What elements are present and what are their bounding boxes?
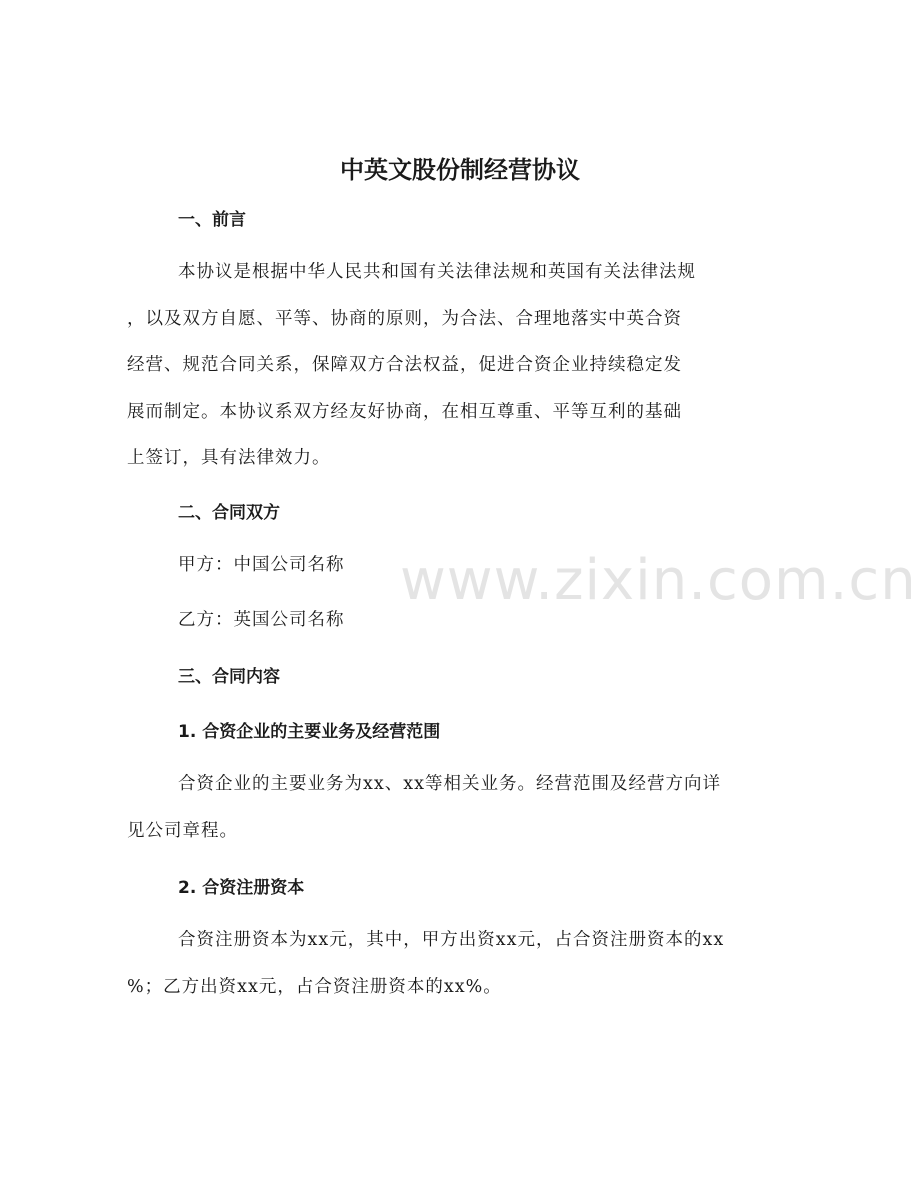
party-a-text: 甲方：中国公司名称 xyxy=(178,555,345,575)
document-title: 中英文股份制经营协议 xyxy=(340,156,580,184)
party-b-line xyxy=(178,597,770,644)
capital-paragraph xyxy=(127,917,770,1010)
subsection-heading-business: 1. 合资企业的主要业务及经营范围 xyxy=(178,722,441,742)
watermark: www.zixin.com.cn xyxy=(400,548,917,613)
paragraph-line: 上签订，具有法律效力。 xyxy=(127,448,331,468)
paragraph-line: 合资企业的主要业务为xx、xx等相关业务。经营范围及经营方向详 xyxy=(178,774,721,794)
paragraph-line: 合资注册资本为xx元，其中，甲方出资xx元，占合资注册资本的xx xyxy=(178,930,725,950)
paragraph-line: 展而制定。本协议系双方经友好协商，在相互尊重、平等互利的基础 xyxy=(127,401,682,422)
preface-paragraph xyxy=(127,249,770,482)
subsection-heading-capital: 2. 合资注册资本 xyxy=(178,878,305,898)
party-b-text: 乙方：英国公司名称 xyxy=(178,610,345,630)
paragraph-line: ，以及双方自愿、平等、协商的原则，为合法、合理地落实中英合资 xyxy=(127,308,682,329)
business-paragraph xyxy=(127,761,770,854)
paragraph-line: %；乙方出资xx元，占合资注册资本的xx%。 xyxy=(127,976,502,997)
section-heading-parties: 二、合同双方 xyxy=(178,503,280,523)
paragraph-line: 见公司章程。 xyxy=(127,820,238,841)
paragraph-line: 经营、规范合同关系，保障双方合法权益，促进合资企业持续稳定发 xyxy=(127,355,682,375)
section-heading-preface: 一、前言 xyxy=(178,210,246,230)
section-heading-content: 三、合同内容 xyxy=(178,667,280,687)
paragraph-line: 本协议是根据中华人民共和国有关法律法规和英国有关法律法规 xyxy=(178,262,696,282)
party-a-line xyxy=(178,542,770,589)
